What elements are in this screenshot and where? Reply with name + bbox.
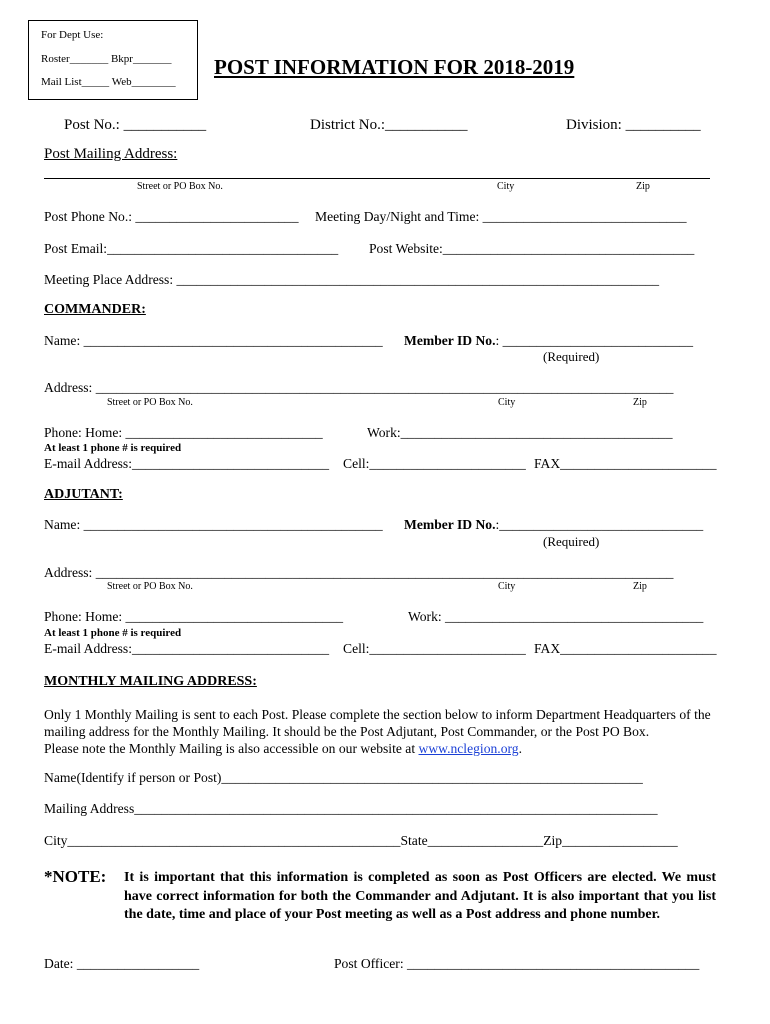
commander-required-note: (Required): [543, 349, 600, 364]
date-field[interactable]: Date: __________________: [44, 956, 200, 971]
commander-member-id-label: Member ID No.: [404, 333, 496, 348]
commander-home-phone-field[interactable]: Phone: Home: _____________________________: [44, 425, 323, 440]
post-mailing-address-line[interactable]: [44, 178, 710, 179]
adjutant-address-field[interactable]: Address: _____________________________________________________________________________________: [44, 565, 674, 580]
dept-use-mail-web: Mail List_____ Web________: [41, 76, 176, 88]
adjutant-fax-field[interactable]: FAX_______________________: [534, 641, 717, 656]
adjutant-member-id-field[interactable]: [404, 518, 703, 532]
note-label: *NOTE:: [44, 867, 107, 886]
adjutant-member-id-label: Member ID No.: [404, 517, 496, 532]
commander-address-field[interactable]: Address: _____________________________________________________________________________________: [44, 380, 674, 395]
post-website-field[interactable]: Post Website:_____________________________________: [369, 241, 695, 256]
meeting-place-field[interactable]: Meeting Place Address: _______________________________________________________________________: [44, 272, 660, 287]
division-field[interactable]: Division: __________: [566, 117, 701, 133]
monthly-mailing-text-2: [44, 740, 730, 757]
dept-use-title: For Dept Use:: [41, 29, 104, 41]
commander-zip-caption: Zip: [633, 397, 647, 408]
monthly-name-field[interactable]: Name(Identify if person or Post)______________________________________________________________: [44, 770, 643, 785]
monthly-mailing-text-2b: .: [518, 741, 522, 756]
adjutant-member-id-line: :______________________________: [495, 517, 704, 532]
adjutant-heading: ADJUTANT:: [44, 487, 123, 502]
commander-member-id-line: : ____________________________: [495, 333, 693, 348]
commander-cell-field[interactable]: Cell:_______________________: [343, 456, 526, 471]
commander-member-id-field[interactable]: [404, 334, 693, 348]
post-officer-field[interactable]: Post Officer: ___________________________________________: [334, 956, 700, 971]
monthly-mailing-address-field[interactable]: Mailing Address_____________________________________________________________________________: [44, 801, 658, 816]
post-email-field[interactable]: Post Email:__________________________________: [44, 241, 339, 256]
adjutant-work-phone-field[interactable]: Work: ______________________________________: [408, 609, 704, 624]
street-caption: Street or PO Box No.: [137, 181, 223, 192]
adjutant-city-caption: City: [498, 581, 516, 592]
commander-email-field[interactable]: E-mail Address:_____________________________: [44, 456, 330, 471]
adjutant-phone-required-note: At least 1 phone # is required: [44, 627, 182, 639]
post-no-field[interactable]: Post No.: ___________: [64, 117, 207, 133]
monthly-mailing-text-1: Only 1 Monthly Mailing is sent to each Post. Please complete the section below to inform Department Headquarters of the mailing address for the Monthly Mailing. It should be the Post Adjutant, Post Commander, or the Post PO Box.: [44, 707, 711, 739]
dept-use-roster-bkpr: Roster_______ Bkpr_______: [41, 53, 172, 65]
meeting-time-field[interactable]: Meeting Day/Night and Time: ______________________________: [315, 209, 687, 224]
monthly-mailing-heading: MONTHLY MAILING ADDRESS:: [44, 674, 257, 689]
nclegion-link[interactable]: www.nclegion.org: [418, 741, 519, 756]
monthly-city-state-zip-field[interactable]: City_________________________________________________State_________________Zip_________________: [44, 833, 678, 848]
commander-heading: COMMANDER:: [44, 302, 146, 317]
commander-fax-field[interactable]: FAX_______________________: [534, 456, 717, 471]
adjutant-street-caption: Street or PO Box No.: [107, 581, 193, 592]
commander-work-phone-field[interactable]: Work:________________________________________: [367, 425, 673, 440]
zip-caption: Zip: [636, 181, 650, 192]
post-phone-field[interactable]: Post Phone No.: ________________________: [44, 209, 299, 224]
monthly-mailing-paragraph: [44, 706, 730, 757]
commander-street-caption: Street or PO Box No.: [107, 397, 193, 408]
monthly-mailing-text-2a: Please note the Monthly Mailing is also accessible on our website at: [44, 741, 419, 756]
adjutant-email-field[interactable]: E-mail Address:_____________________________: [44, 641, 330, 656]
adjutant-zip-caption: Zip: [633, 581, 647, 592]
note-text: It is important that this information is completed as soon as Post Officers are elected. We must have correct information for both the Commander and Adjutant. It is also important that you list the date, time and place of your Post meeting as well as a Post address and phone number.: [124, 870, 716, 922]
commander-city-caption: City: [498, 397, 516, 408]
adjutant-cell-field[interactable]: Cell:_______________________: [343, 641, 526, 656]
commander-phone-required-note: At least 1 phone # is required: [44, 442, 182, 454]
commander-name-field[interactable]: Name: ____________________________________________: [44, 333, 383, 348]
adjutant-home-phone-field[interactable]: Phone: Home: ________________________________: [44, 609, 344, 624]
district-no-field[interactable]: District No.:___________: [310, 117, 468, 133]
adjutant-name-field[interactable]: Name: ____________________________________________: [44, 517, 383, 532]
adjutant-required-note: (Required): [543, 534, 600, 549]
page-title: POST INFORMATION FOR 2018-2019: [214, 55, 575, 79]
city-caption: City: [497, 181, 515, 192]
post-mailing-address-label: Post Mailing Address:: [44, 146, 178, 162]
